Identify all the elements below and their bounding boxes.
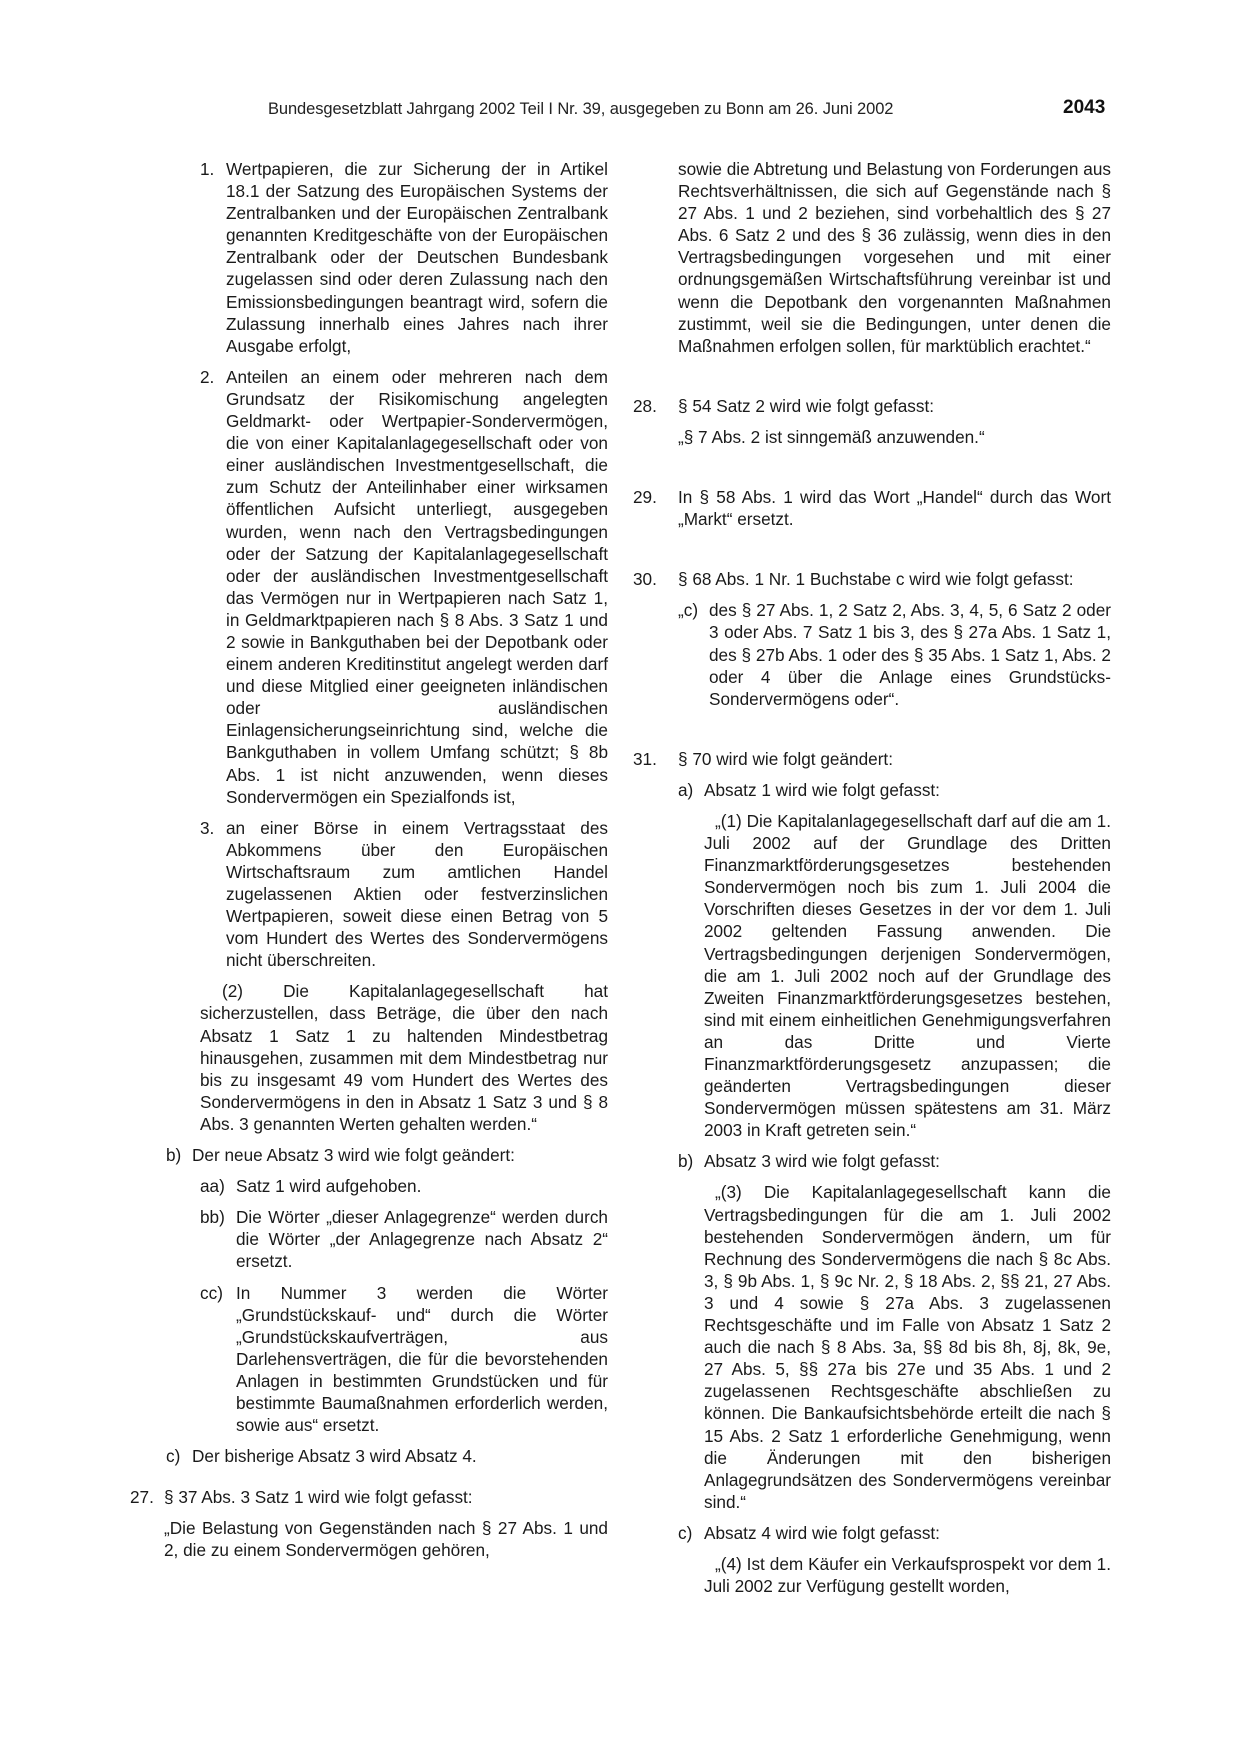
item-31-b-quote: „(3) Die Kapitalanlagegesellschaft kann die Vertragsbedingungen für die am 1. Juli 2002 bestehenden Sondervermögen ändern, um für Rechnung des Sondervermögens die nach § 8c Abs. 3, § 9b Abs. 1, § 9c Nr. 2, § 18 Abs. 2, §§ 21, 27 Abs. 3 und 4 sowie § 27a Abs. 3 zugelassenen Rechtsgeschäfte und im Falle von Absatz 1 Satz 2 auch die nach § 8 Abs. 3a, §§ 8d bis 8h, 8j, 8k, 9e, 27 Abs. 5, §§ 27a bis 27e und 35 Abs. 1 und 2 zugelassenen Rechtsgeschäfte abschließen zu können. Die Bankaufsichtsbehörde erteilt die nach § 15 Abs. 2 Satz 1 erforderliche Genehmigung, wenn die Änderungen mit den bisherigen Anlagegrundsätzen des Sondervermögens vereinbar sind.“ (704, 1182, 1111, 1512)
right-column (633, 158, 1111, 1597)
left-column (130, 158, 608, 1562)
item-31: 31. § 70 wird wie folgt geändert: (633, 748, 893, 769)
item-31-c: c) Absatz 4 wird wie folgt gefasst: (678, 1522, 940, 1543)
subitem-cc: cc) In Nummer 3 werden die Wörter „Grundstückskauf- und“ durch die Wörter „Grundstückskaufverträgen, aus Darlehensverträgen, die für die bevorstehenden Anlagen in bestimmten Grundstücken und für bestimmte Baumaßnahmen erforderlich werden, sowie aus“ ersetzt. (200, 1282, 608, 1436)
item-30: 30. § 68 Abs. 1 Nr. 1 Buchstabe c wird wie folgt gefasst: (633, 569, 1074, 590)
item-31-a: a) Absatz 1 wird wie folgt gefasst: (678, 779, 940, 800)
item-31-c-quote: „(4) Ist dem Käufer ein Verkaufsprospekt vor dem 1. Juli 2002 zur Verfügung gestellt worden, (704, 1553, 1111, 1597)
list-item-1: 1. Wertpapieren, die zur Sicherung der in Artikel 18.1 der Satzung des Europäischen Systems der Zentralbanken und der Europäischen Zentralbank genannten Kreditgeschäfte von der Europäischen Zentralbank oder der Deutschen Bundesbank zugelassen sind oder deren Zulassung nach den Emissionsbedingungen beantragt wird, sofern die Zulassung innerhalb eines Jahres nach ihrer Ausgabe erfolgt, (200, 159, 608, 356)
item-31-b: b) Absatz 3 wird wie folgt gefasst: (678, 1151, 940, 1172)
continued-text: sowie die Abtretung und Belastung von Forderungen aus Rechtsverhältnissen, die sich auf Gegenstände nach § 27 Abs. 1 und 2 beziehen, sind vorbehaltlich des § 27 Abs. 6 Satz 2 und des § 36 zulässig, wenn dies in den Vertragsbedingungen vorgesehen und mit einer ordnungsgemäßen Wirtschaftsführung vereinbar ist und wenn die Depotbank den vorgenannten Maßnahmen zustimmt, weil sie die Bedingungen, unter denen die Maßnahmen erfolgen sollen, für marktüblich erachtet.“ (678, 159, 1111, 356)
item-b: b) Der neue Absatz 3 wird wie folgt geändert: (166, 1145, 515, 1166)
item-27: 27. § 37 Abs. 3 Satz 1 wird wie folgt gefasst: (130, 1487, 473, 1508)
item-31-a-quote: „(1) Die Kapitalanlagegesellschaft darf auf die am 1. Juli 2002 auf der Grundlage des Dritten Finanzmarktförderungsgesetzes bestehenden Sondervermögen noch bis zum 1. Juli 2004 die Vorschriften dieses Gesetzes in der vor dem 1. Juli 2002 geltenden Fassung anwenden. Die Vertragsbedingungen derjenigen Sondervermögen, die am 1. Juli 2002 noch auf der Grundlage des Zweiten Finanzmarktförderungsgesetzes bestehen, sind mit einem einheitlichen Genehmigungsverfahren an das Dritte und Vierte Finanzmarktförderungsgesetz anzupassen; die geänderten Vertragsbedingungen dieser Sondervermögen müssen spätestens am 31. März 2003 in Kraft getreten sein.“ (704, 810, 1111, 1141)
subitem-aa: aa) Satz 1 wird aufgehoben. (200, 1176, 422, 1197)
item-30-c: „c) des § 27 Abs. 1, 2 Satz 2, Abs. 3, 4, 5, 6 Satz 2 oder 3 oder Abs. 7 Satz 1 bis 3, des § 27a Abs. 1 Satz 1, des § 27b Abs. 1 oder des § 35 Abs. 1 Satz 1, Abs. 2 oder 4 über die Anlage eines Grundstücks-Sondervermögens oder“. (678, 600, 1111, 709)
item-27-quote: „Die Belastung von Gegenständen nach § 27 Abs. 1 und 2, die zu einem Sondervermögen gehören, (164, 1518, 608, 1561)
subitem-bb: bb) Die Wörter „dieser Anlagegrenze“ werden durch die Wörter „der Anlagegrenze nach Absatz 2“ ersetzt. (200, 1207, 608, 1272)
item-c: c) Der bisherige Absatz 3 wird Absatz 4. (166, 1446, 477, 1467)
paragraph-2: (2) Die Kapitalanlagegesellschaft hat sicherzustellen, dass Beträge, die über den nach Absatz 1 Satz 1 zu haltenden Mindestbetrag hinausgehen, zusammen mit dem Mindestbetrag nur bis zu insgesamt 49 vom Hundert des Wertes des Sondervermögens in den in Absatz 1 Satz 3 und § 8 Abs. 3 genannten Werten gehalten werden.“ (200, 981, 608, 1134)
page-number: 2043 (1063, 97, 1106, 118)
item-29: 29. In § 58 Abs. 1 wird das Wort „Handel“ durch das Wort „Markt“ ersetzt. (633, 487, 1111, 530)
item-28: 28. § 54 Satz 2 wird wie folgt gefasst: (633, 395, 935, 416)
item-28-quote: „§ 7 Abs. 2 ist sinngemäß anzuwenden.“ (678, 426, 985, 447)
page-header: Bundesgesetzblatt Jahrgang 2002 Teil I Nr. 39, ausgegeben zu Bonn am 26. Juni 2002 (268, 100, 894, 118)
list-item-2: 2. Anteilen an einem oder mehreren nach dem Grundsatz der Risikomischung angelegten Geldmarkt- oder Wertpapier-Sondervermögen, die von einer Kapitalanlagegesellschaft oder von einer ausländischen Investmentgesellschaft, die zum Schutz der Anteilinhaber einer wirksamen öffentlichen Aufsicht unterliegt, ausgegeben wurden, wenn nach den Vertragsbedingungen oder der Satzung der Kapitalanlagegesellschaft oder der ausländischen Investmentgesellschaft das Vermögen nur in Wertpapieren nach Satz 1, in Geldmarktpapieren nach § 8 Abs. 3 Satz 1 und 2 sowie in Bankguthaben bei der Depotbank oder einem anderen Kreditinstitut angelegt werden darf und diese Mitglied einer geeigneten inländischen oder ausländischen Einlagensicherungseinrichtung sind, welche die Bankguthaben in vollem Umfang schützt; § 8b Abs. 1 ist nicht anzuwenden, wenn dieses Sondervermögen ein Spezialfonds ist, (200, 366, 608, 807)
list-item-3: 3. an einer Börse in einem Vertragsstaat des Abkommens über den Europäischen Wirtschaftsraum zum amtlichen Handel zugelassenen Aktien oder festverzinslichen Wertpapieren, soweit diese einen Betrag von 5 vom Hundert des Wertes des Sondervermögens nicht überschreiten. (200, 817, 608, 971)
